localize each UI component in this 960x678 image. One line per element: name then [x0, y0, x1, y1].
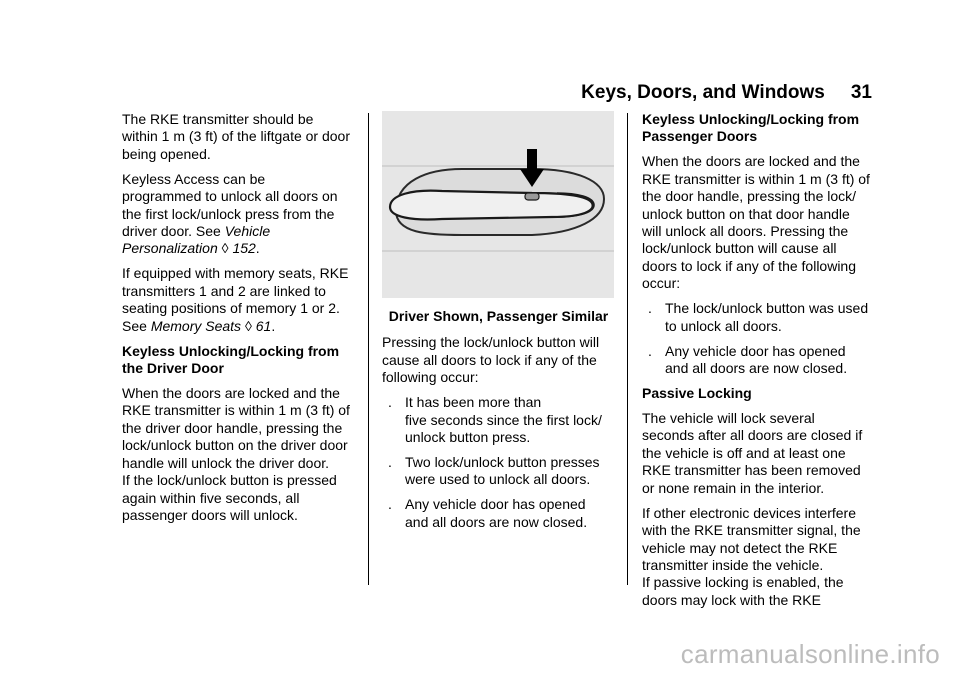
- text-line: and all doors are now closed.: [405, 513, 588, 530]
- text-line: programmed to unlock all doors on: [122, 188, 338, 205]
- text-line: RKE transmitter is within 1 m (3 ft) of: [642, 170, 870, 187]
- paragraph: [122, 111, 358, 163]
- text-line: the door handle, pressing the lock/: [642, 188, 857, 205]
- section-heading: [642, 111, 878, 146]
- text-line: occur:: [642, 275, 681, 292]
- text-line: unlock button press.: [405, 429, 531, 446]
- page-ref-number[interactable]: 152: [232, 240, 256, 257]
- paragraph: [642, 153, 878, 292]
- page-ref-arrow-icon: ◊: [244, 317, 252, 334]
- text-line: the first lock/unlock press from the: [122, 205, 335, 222]
- text-line: five seconds since the first lock/: [405, 411, 602, 428]
- text-line: Passenger Doors: [642, 128, 758, 145]
- text-line: the Driver Door: [122, 360, 224, 377]
- bullet-icon: .: [388, 394, 392, 411]
- text-fragment: driver door. See: [122, 223, 225, 240]
- paragraph: [122, 265, 358, 335]
- paragraph: [642, 410, 878, 497]
- text-line: Keyless Unlocking/Locking from: [642, 111, 860, 127]
- text-line: to unlock all doors.: [665, 317, 782, 334]
- text-line: with the RKE transmitter signal, the: [642, 522, 861, 539]
- text-line: Pressing the lock/unlock button will: [382, 334, 600, 351]
- text-line: [122, 318, 358, 335]
- text-line: If passive locking is enabled, the: [642, 574, 844, 591]
- text-line: The RKE transmitter should be: [122, 111, 314, 127]
- text-line: were used to unlock all doors.: [405, 471, 591, 488]
- text-fragment: .: [271, 317, 276, 334]
- list-item: [382, 394, 615, 446]
- text-line: seconds after all doors are closed if: [642, 427, 863, 444]
- text-line: Any vehicle door has opened: [405, 496, 586, 513]
- text-line: [122, 240, 358, 257]
- column-divider: [627, 113, 628, 585]
- bullet-icon: .: [648, 300, 652, 317]
- text-fragment: See: [122, 317, 151, 334]
- text-line: passenger doors will unlock.: [122, 506, 298, 523]
- text-line: within 1 m (3 ft) of the liftgate or door: [122, 128, 350, 145]
- list-item: [382, 454, 615, 489]
- column-2: [382, 111, 615, 539]
- list-item: [642, 343, 878, 378]
- text-line: will unlock all doors. Pressing the: [642, 223, 849, 240]
- text-line: handle will unlock the driver door.: [122, 454, 330, 471]
- column-divider: [368, 113, 369, 585]
- text-line: If other electronic devices interfere: [642, 504, 856, 521]
- text-line: cause all doors to lock if any of the: [382, 351, 597, 368]
- page-ref-number[interactable]: 61: [255, 317, 272, 334]
- column-3: [642, 111, 878, 617]
- text-line: When the doors are locked and the: [122, 385, 340, 402]
- text-line: vehicle may not detect the RKE: [642, 539, 838, 556]
- text-line: Keyless Access can be: [122, 170, 266, 187]
- text-line: If equipped with memory seats, RKE: [122, 265, 349, 282]
- cross-reference[interactable]: Memory Seats: [150, 317, 242, 334]
- paragraph: [642, 505, 878, 609]
- list-item: [382, 496, 615, 531]
- text-line: transmitter inside the vehicle.: [642, 556, 824, 573]
- text-line: transmitters 1 and 2 are linked to: [122, 282, 326, 299]
- text-line: or none remain in the interior.: [642, 479, 825, 496]
- paragraph: [122, 385, 358, 524]
- text-line: unlock button on that door handle: [642, 205, 850, 222]
- text-line: being opened.: [122, 145, 211, 162]
- column-1: [122, 111, 358, 532]
- text-line: the vehicle is off and at least one: [642, 444, 846, 461]
- text-line: RKE transmitter has been removed: [642, 462, 861, 479]
- text-line: Keyless Unlocking/Locking from: [122, 342, 340, 359]
- section-heading: [122, 343, 358, 378]
- text-line: The lock/unlock button was used: [665, 300, 869, 317]
- text-line: lock/unlock button will cause all: [642, 240, 837, 257]
- text-line: seating positions of memory 1 or 2.: [122, 300, 340, 317]
- chapter-title: Keys, Doors, and Windows: [581, 82, 825, 103]
- paragraph: [382, 334, 615, 386]
- text-line: Two lock/unlock button presses: [405, 454, 600, 471]
- text-line: doors may lock with the RKE: [642, 591, 821, 608]
- bullet-icon: .: [388, 454, 392, 471]
- text-line: If the lock/unlock button is pressed: [122, 472, 337, 489]
- text-line: It has been more than: [405, 394, 542, 411]
- text-line: RKE transmitter is within 1 m (3 ft) of: [122, 402, 350, 419]
- list-item: [642, 300, 878, 335]
- section-heading: Passive Locking: [642, 385, 752, 402]
- cross-reference[interactable]: Vehicle: [224, 223, 271, 240]
- cross-reference[interactable]: Personalization: [122, 240, 218, 257]
- text-line: following occur:: [382, 369, 479, 386]
- text-line: the driver door handle, pressing the: [122, 419, 343, 436]
- text-line: and all doors are now closed.: [665, 360, 848, 377]
- site-watermark: carmanualsonline.info: [680, 639, 940, 669]
- text-line: The vehicle will lock several: [642, 410, 815, 427]
- text-line: When the doors are locked and the: [642, 153, 860, 170]
- figure-caption: Driver Shown, Passenger Similar: [388, 308, 609, 324]
- text-line: [122, 223, 358, 240]
- paragraph: [122, 171, 358, 258]
- text-line: lock/unlock button on the driver door: [122, 437, 348, 454]
- text-line: again within five seconds, all: [122, 489, 300, 506]
- text-line: Any vehicle door has opened: [665, 342, 846, 359]
- page-ref-arrow-icon: ◊: [221, 240, 229, 257]
- door-handle-illustration: [382, 111, 614, 298]
- page-header: [581, 82, 872, 104]
- bullet-icon: .: [648, 342, 652, 359]
- text-line: doors to lock if any of the following: [642, 257, 857, 274]
- page-number: 31: [850, 82, 872, 103]
- text-fragment: .: [255, 240, 260, 257]
- bullet-icon: .: [388, 496, 392, 513]
